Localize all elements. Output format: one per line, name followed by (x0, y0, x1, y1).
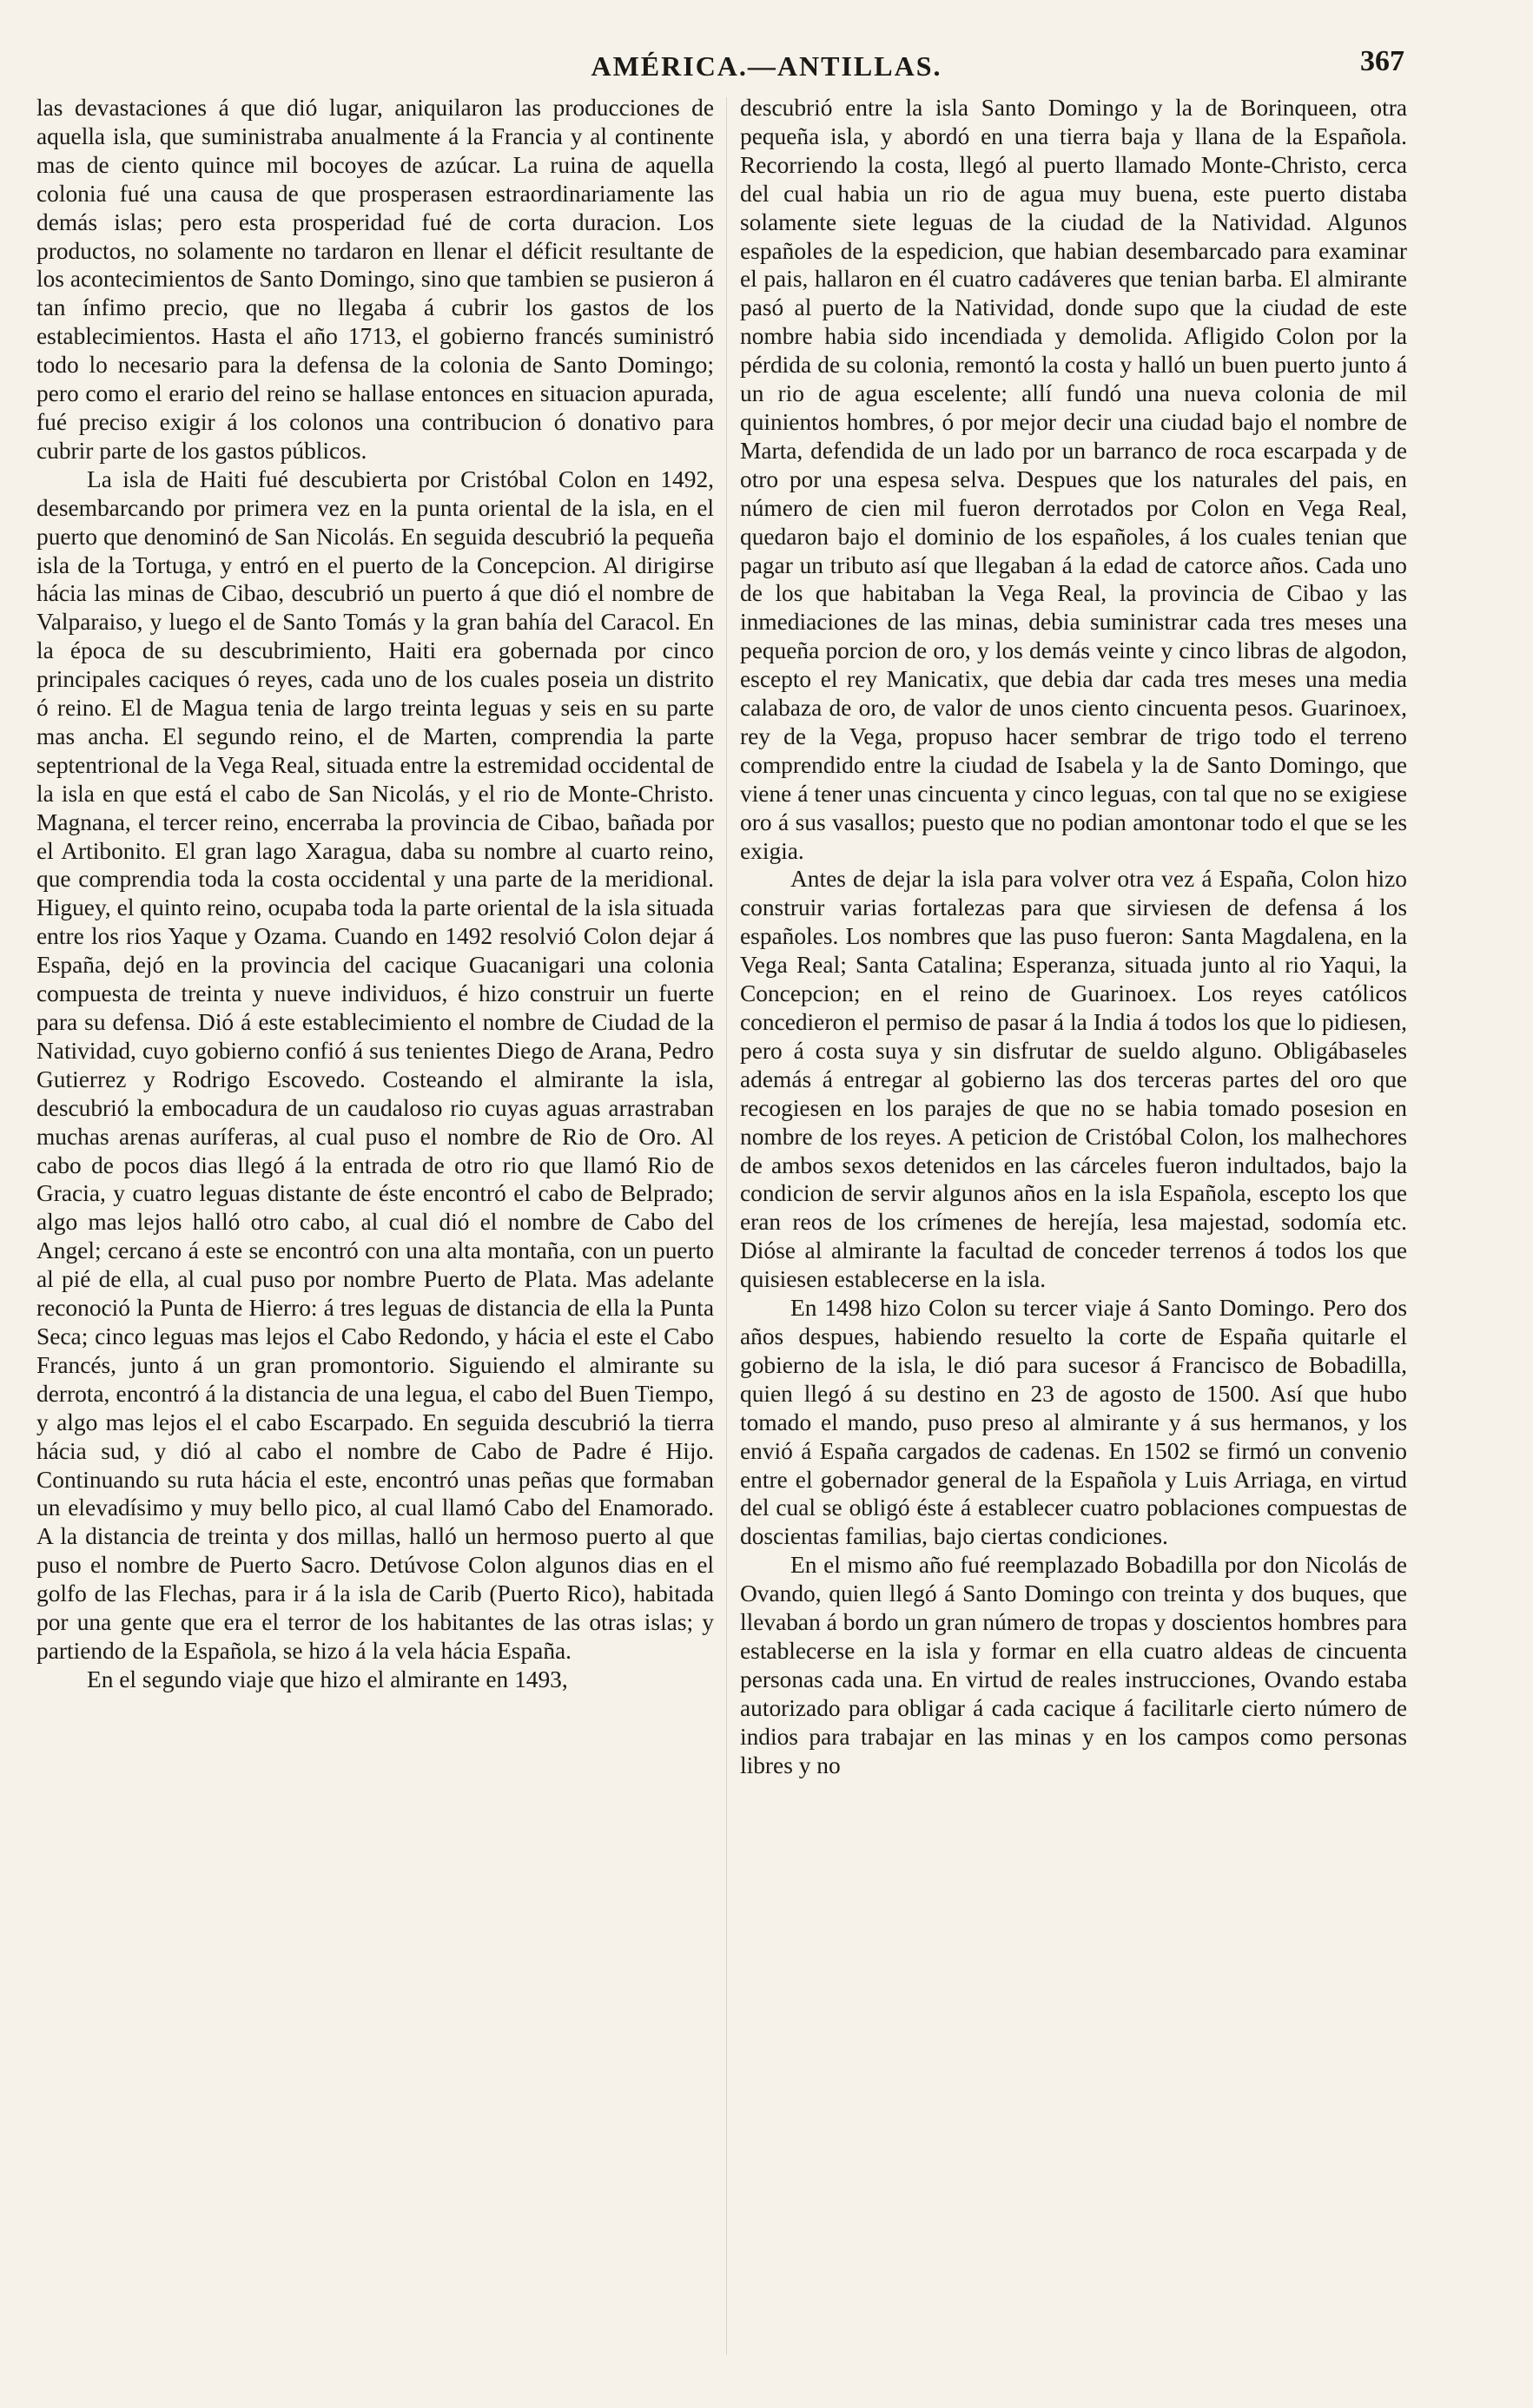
right-column (740, 94, 1407, 2369)
column-divider (726, 97, 727, 2355)
paragraph: En 1498 hizo Colon su tercer viaje á Santo Domingo. Pero dos años despues, habiendo resuelto la corte de España quitarle el gobierno de la isla, le dió para sucesor á Francisco de Bobadilla, quien llegó á su destino en 23 de agosto de 1500. Así que hubo tomado el mando, puso preso al almirante y á sus hermanos, y los envió á España cargados de cadenas. En 1502 se firmó un convenio entre el gobernador general de la Española y Luis Arriaga, en virtud del cual se obligó éste á establecer cuatro poblaciones compuestas de doscientas familias, bajo ciertas condiciones. (740, 1295, 1407, 1550)
paragraph: En el segundo viaje que hizo el almirante en 1493, (87, 1666, 568, 1692)
running-title: AMÉRICA.—ANTILLAS. (591, 50, 942, 82)
left-column (36, 94, 714, 2369)
page-number: 367 (1360, 45, 1404, 77)
paragraph: Antes de dejar la isla para volver otra vez á España, Colon hizo construir varias fortalezas para que sirviesen de defensa á los españoles. Los nombres que las puso fueron: Santa Magdalena, en la Vega Real; Santa Catalina; Esperanza, situada junto al rio Yaqui, la Concepcion; en el reino de Guarinoex. Los reyes católicos concedieron el permiso de pasar á la India á todos los que lo pidiesen, pero á costa suya y sin disfrutar de sueldo alguno. Obligábaseles además á entregar al gobierno las dos terceras partes del oro que recogiesen en los parajes de que no se habia tomado posesion en nombre de los reyes. A peticion de Cristóbal Colon, los malhechores de ambos sexos detenidos en las cárceles fueron indultados, bajo la condicion de servir algunos años en la isla Española, escepto los que eran reos de los crímenes de herejía, lesa majestad, sodomía etc. Dióse al almirante la facultad de conceder terrenos á todos los que quisiesen establecerse en la isla. (740, 866, 1407, 1293)
paragraph: las devastaciones á que dió lugar, aniquilaron las producciones de aquella isla, que suministraba anualmente á la Francia y al continente mas de ciento quince mil bocoyes de azúcar. La ruina de aquella colonia fué una causa de que prosperasen estraordinariamente las demás islas; pero esta prosperidad fué de corta duracion. Los productos, no solamente no tardaron en llenar el déficit resultante de los acontecimientos de Santo Domingo, sino que tambien se pusieron á tan ínfimo precio, que no llegaba á cubrir los gastos de los establecimientos. Hasta el año 1713, el gobierno francés suministró todo lo necesario para la defensa de la colonia de Santo Domingo; pero como el erario del reino se hallase entonces en situacion apurada, fué preciso exigir á los colonos una contribucion ó donativo para cubrir parte de los gastos públicos. (36, 95, 714, 464)
running-head (0, 45, 1533, 85)
paragraph: descubrió entre la isla Santo Domingo y la de Borinqueen, otra pequeña isla, y abordó en una tierra baja y llana de la Española. Recorriendo la costa, llegó al puerto llamado Monte-Christo, cerca del cual habia un rio de agua muy buena, este puerto distaba solamente siete leguas de la ciudad de la Natividad. Algunos españoles de la espedicion, que habian desembarcado para examinar el pais, hallaron en él cuatro cadáveres que tenian barba. El almirante pasó al puerto de la Natividad, donde supo que la ciudad de este nombre habia sido incendiada y demolida. Afligido Colon por la pérdida de su colonia, remontó la costa y halló un buen puerto junto á un rio de agua escelente; allí fundó una nueva colonia de mil quinientos hombres, ó por mejor decir una ciudad bajo el nombre de Marta, defendida de un lado por un barranco de roca escarpada y de otro por una espesa selva. Despues que los naturales del pais, en número de cien mil fueron derrotados por Colon en Vega Real, quedaron bajo el dominio de los españoles, á los cuales tenian que pagar un tributo así que llegaban á la edad de catorce años. Cada uno de los que habitaban la Vega Real, la provincia de Cibao y las inmediaciones de las minas, debia suministrar cada tres meses una pequeña porcion de oro, y los demás veinte y cinco libras de algodon, escepto el rey Manicatix, que debia dar cada tres meses una media calabaza de oro, de valor de unos ciento cincuenta pesos. Guarinoex, rey de la Vega, propuso hacer sembrar de trigo todo el terreno comprendido entre la ciudad de Isabela y la de Santo Domingo, que viene á tener unas cincuenta y cinco leguas, con tal que no se exigiese oro á sus vasallos; puesto que no podian amontonar todo el que se les exigia. (740, 95, 1407, 864)
paragraph: La isla de Haiti fué descubierta por Cristóbal Colon en 1492, desembarcando por primera vez en la punta oriental de la isla, en el puerto que denominó de San Nicolás. En seguida descubrió la pequeña isla de la Tortuga, y entró en el puerto de la Concepcion. Al dirigirse hácia las minas de Cibao, descubrió un puerto á que dió el nombre de Valparaiso, y luego el de Santo Tomás y la gran bahía del Caracol. En la época de su descubrimiento, Haiti era gobernada por cinco principales caciques ó reyes, cada uno de los cuales poseia un distrito ó reino. El de Magua tenia de largo treinta leguas y seis en su parte mas ancha. El segundo reino, el de Marten, comprendia la parte septentrional de la Vega Real, situada entre la estremidad occidental de la isla en que está el cabo de San Nicolás, y el rio de Monte-Christo. Magnana, el tercer reino, encerraba la provincia de Cibao, bañada por el Artibonito. El gran lago Xaragua, daba su nombre al cuarto reino, que comprendia toda la costa occidental y una parte de la meridional. Higuey, el quinto reino, ocupaba toda la parte oriental de la isla situada entre los rios Yaque y Ozama. Cuando en 1492 resolvió Colon dejar á España, dejó en la provincia del cacique Guacanigari una colonia compuesta de treinta y nueve individuos, é hizo construir un fuerte para su defensa. Dió á este establecimiento el nombre de Ciudad de la Natividad, cuyo gobierno confió á sus tenientes Diego de Arana, Pedro Gutierrez y Rodrigo Escovedo. Costeando el almirante la isla, descubrió la embocadura de un caudaloso rio cuyas aguas arrastraban muchas arenas auríferas, al cual puso el nombre de Rio de Oro. Al cabo de pocos dias llegó á la entrada de otro rio que llamó Rio de Gracia, y cuatro leguas distante de éste encontró el cabo de Belprado; algo mas lejos halló otro cabo, al cual dió el nombre de Cabo del Angel; cercano á este se encontró con una alta montaña, con un puerto al pié de ella, al cual puso por nombre Puerto de Plata. Mas adelante reconoció la Punta de Hierro: á tres leguas de distancia de ella la Punta Seca; cinco leguas mas lejos el Cabo Redondo, y hácia el este el Cabo Francés, junto á un gran promontorio. Siguiendo el almirante su derrota, encontró á la distancia de una legua, el cabo del Buen Tiempo, y algo mas lejos el el cabo Escarpado. En seguida descubrió la tierra hácia sud, y dió al cabo el nombre de Cabo de Padre é Hijo. Continuando su ruta hácia el este, encontró unas peñas que formaban un elevadísimo y muy bello pico, al cual llamó Cabo del Enamorado. A la distancia de treinta y dos millas, halló un hermoso puerto al que puso el nombre de Puerto Sacro. Detúvose Colon algunos dias en el golfo de las Flechas, para ir á la isla de Carib (Puerto Rico), habitada por una gente que era el terror de los habitantes de las otras islas; y partiendo de la Española, se hizo á la vela hácia España. (36, 465, 714, 1664)
paragraph: En el mismo año fué reemplazado Bobadilla por don Nicolás de Ovando, quien llegó á Santo Domingo con treinta y dos buques, que llevaban á bordo un gran número de tropas y doscientos hombres para establecerse en la isla y formar en ella cuatro aldeas de cincuenta personas cada una. En virtud de reales instrucciones, Ovando estaba autorizado para obligar á cada cacique á facilitarle cierto número de indios para trabajar en las minas y en los campos como personas libres y no (740, 1552, 1407, 1778)
